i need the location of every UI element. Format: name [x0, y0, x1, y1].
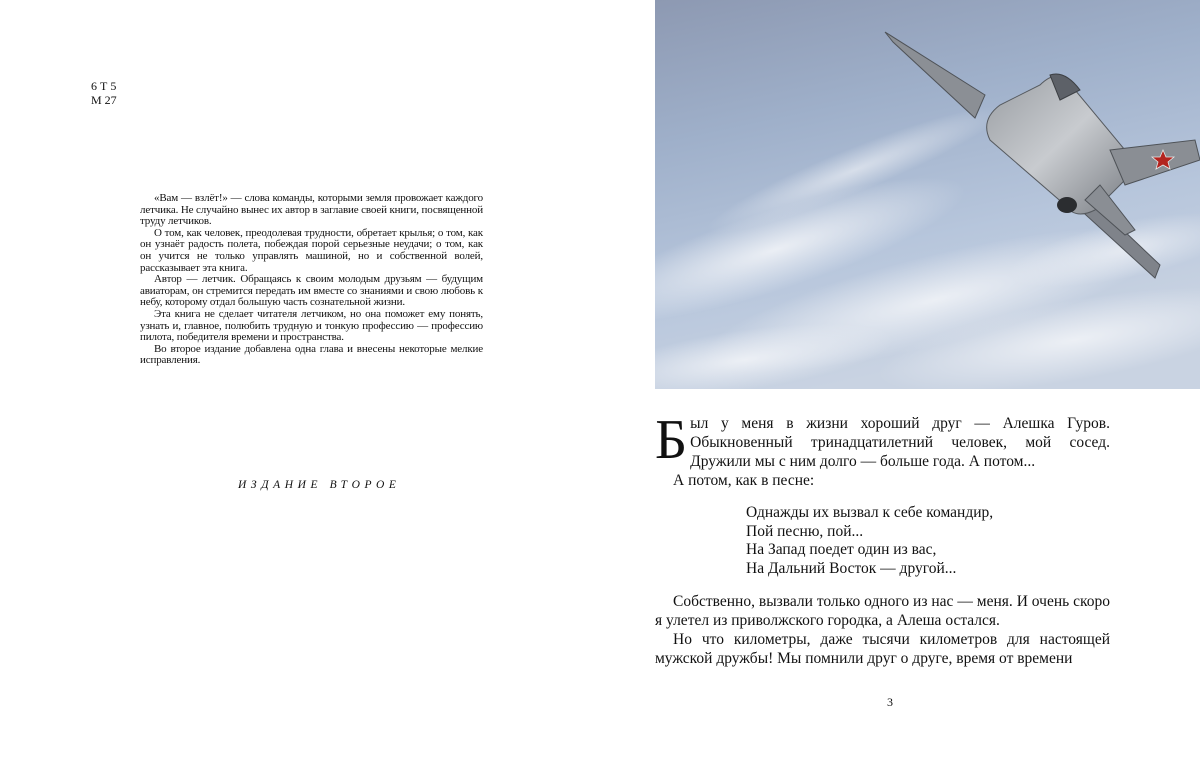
verse-line: Однажды их вызвал к себе командир, [746, 504, 994, 521]
annotation-paragraph: «Вам — взлёт!» — слова команды, которыми земля провожает каждого летчика. Не случайно вынес их автор в заглавие своей книги, посвященной труду летчиков. [140, 192, 483, 228]
right-page [600, 0, 1200, 771]
annotation-paragraph: Автор — летчик. Обращаясь к своим молодым друзьям — будущим авиаторам, он стремится передать им вместе со знаниями и свою любовь к небу, которому отдал большую часть сознательной жизни. [140, 273, 483, 309]
catalog-code [91, 79, 117, 107]
drop-cap: Б [655, 409, 688, 471]
opening-paragraph [655, 409, 1110, 471]
page-number: 3 [887, 695, 893, 709]
verse-line: На Дальний Восток — другой... [746, 559, 957, 577]
verse-line: На Запад поедет один из вас, [746, 541, 937, 558]
annotation-paragraph: Во второе издание добавлена одна глава и внесены некоторые мелкие исправления. [140, 342, 483, 367]
jet-fighter-icon [655, 0, 1200, 389]
catalog-code-line: 6 Т 5 [91, 79, 117, 93]
story-text [655, 409, 1110, 668]
opening-text: ыл у меня в жизни хороший друг — Алешка Гуров. Обыкновенный тринадцатилетний человек, мой сосед. Дружили мы с ним долго — больше года. А потом... [690, 415, 1110, 470]
story-paragraph: Собственно, вызвали только одного из нас — меня. И очень скоро я улетел из приволжского городка, а Алеша остался. [655, 593, 1110, 629]
story-paragraph: А потом, как в песне: [673, 472, 815, 489]
annotation-paragraph: Эта книга не сделает читателя летчиком, но она поможет ему понять, узнать и, главное, полюбить трудную и тонкую профессию — профессию пилота, победителя времени и пространства. [140, 307, 483, 344]
jet-fighter-illustration [655, 0, 1200, 389]
annotation-paragraph: О том, как человек, преодолевая трудности, обретает крылья; о том, как он узнаёт радость полета, побеждая порой серьезные неудачи; о том, как он учится не только управлять машиной, но и собственной волей, рассказывает эта книга. [140, 226, 483, 274]
story-paragraph: Но что километры, даже тысячи километров для настоящей мужской дружбы! Мы помнили друг о друге, время от времени [655, 631, 1110, 667]
song-verse [746, 504, 1110, 578]
catalog-code-line: М 27 [91, 93, 117, 107]
edition-label: ИЗДАНИЕ ВТОРОЕ [238, 479, 401, 491]
book-annotation [140, 193, 483, 367]
verse-line: Пой песню, пой... [746, 522, 864, 540]
